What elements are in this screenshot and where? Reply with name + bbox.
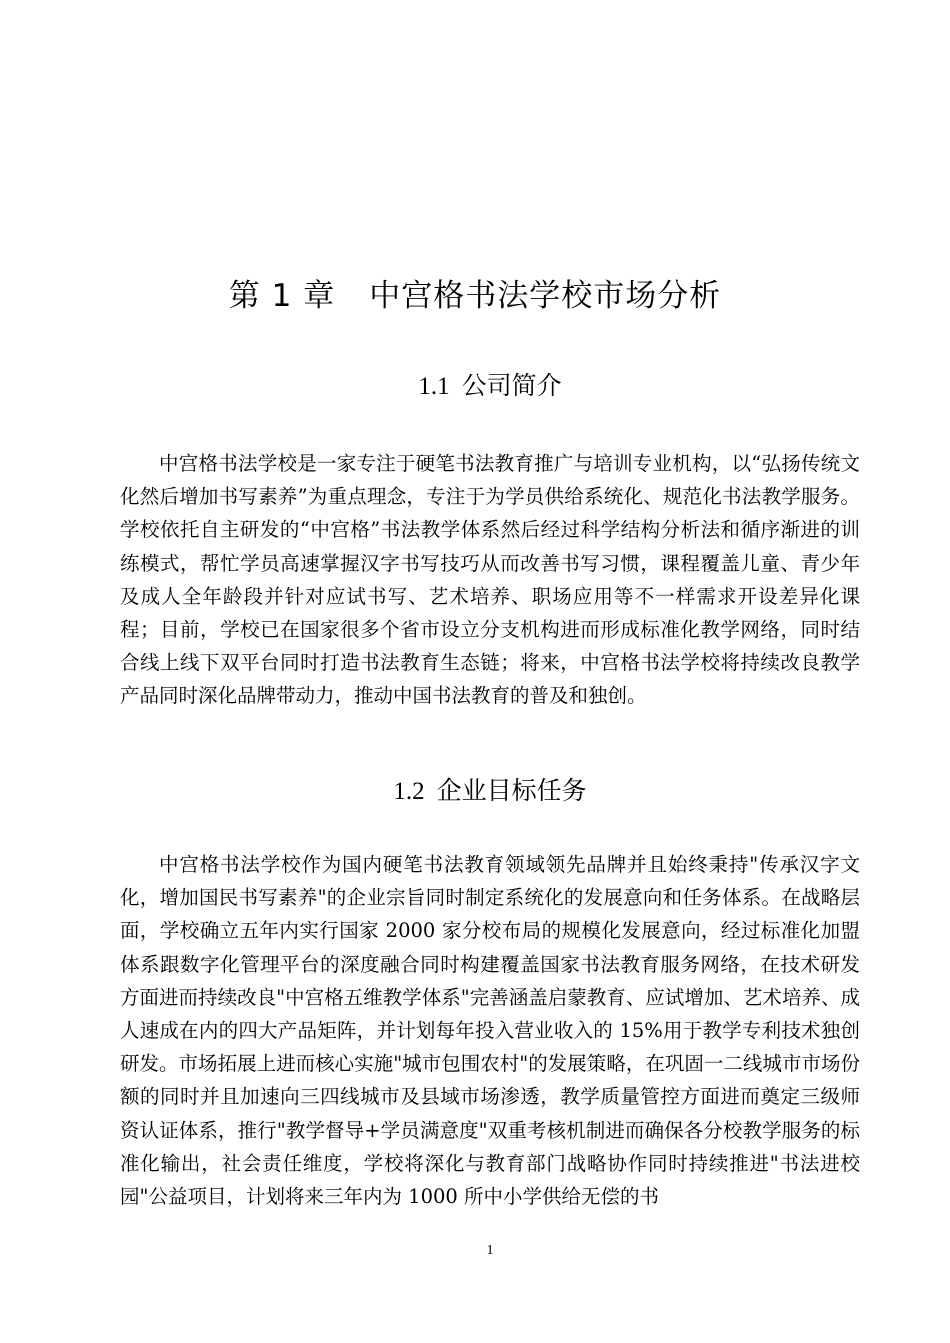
section-paragraph: 中宫格书法学校作为国内硬笔书法教育领域领先品牌并且始终秉持"传承汉字文化，增加国民书写素养"的企业宗旨同时制定系统化的发展意向和任务体系。在战略层面，学校确立五年内实行国家 2000 家分校布局的规模化发展意向，经过标准化加盟体系跟数字化管理平台的深度融合同时构建覆盖国家书法教育服务网络，在技术研发方面进而持续改良"中宫格五维教学体系"完善涵盖启蒙教育、应试增加、艺术培养、成人速成在内的四大产品矩阵，并计划每年投入营业收入的 15%用于教学专利技术独创研发。市场拓展上进而核心实施"城市包围农村"的发展策略，在巩固一二线城市市场份额的同时并且加速向三四线城市及县域市场渗透，教学质量管控方面进而奠定三级师资认证体系，推行"教学督导+学员满意度"双重考核机制进而确保各分校教学服务的标准化输出，社会责任维度，学校将深化与教育部门战略协作同时持续推进"书法进校园"公益项目，计划将来三年内为 1000 所中小学供给无偿的书 — [120, 853, 860, 1209]
section-heading — [0, 370, 950, 403]
section-heading — [0, 775, 950, 808]
chapter-title — [0, 276, 950, 316]
section-number: 1.2 — [393, 778, 425, 805]
section-paragraph: 中宫格书法学校是一家专注于硬笔书法教育推广与培训专业机构，以“弘扬传统文化然后增加书写素养”为重点理念，专注于为学员供给系统化、规范化书法教学服务。学校依托自主研发的“中宫格”书法教学体系然后经过科学结构分析法和循序渐进的训练模式，帮忙学员高速掌握汉字书写技巧从而改善书写习惯，课程覆盖儿童、青少年及成人全年龄段并针对应试书写、艺术培养、职场应用等不一样需求开设差异化课程；目前，学校已在国家很多个省市设立分支机构进而形成标准化教学网络，同时结合线上线下双平台同时打造书法教育生态链；将来，中宫格书法学校将持续改良教学产品同时深化品牌带动力，推动中国书法教育的普及和独创。 — [120, 452, 860, 708]
section-title-text: 企业目标任务 — [436, 776, 587, 805]
chapter-number: 第 1 章 — [228, 278, 336, 314]
page-number: 1 — [486, 1243, 494, 1258]
section-title-text: 公司简介 — [461, 371, 562, 400]
chapter-title-text: 中宫格书法学校市场分析 — [369, 278, 722, 314]
section-number: 1.1 — [418, 373, 450, 400]
